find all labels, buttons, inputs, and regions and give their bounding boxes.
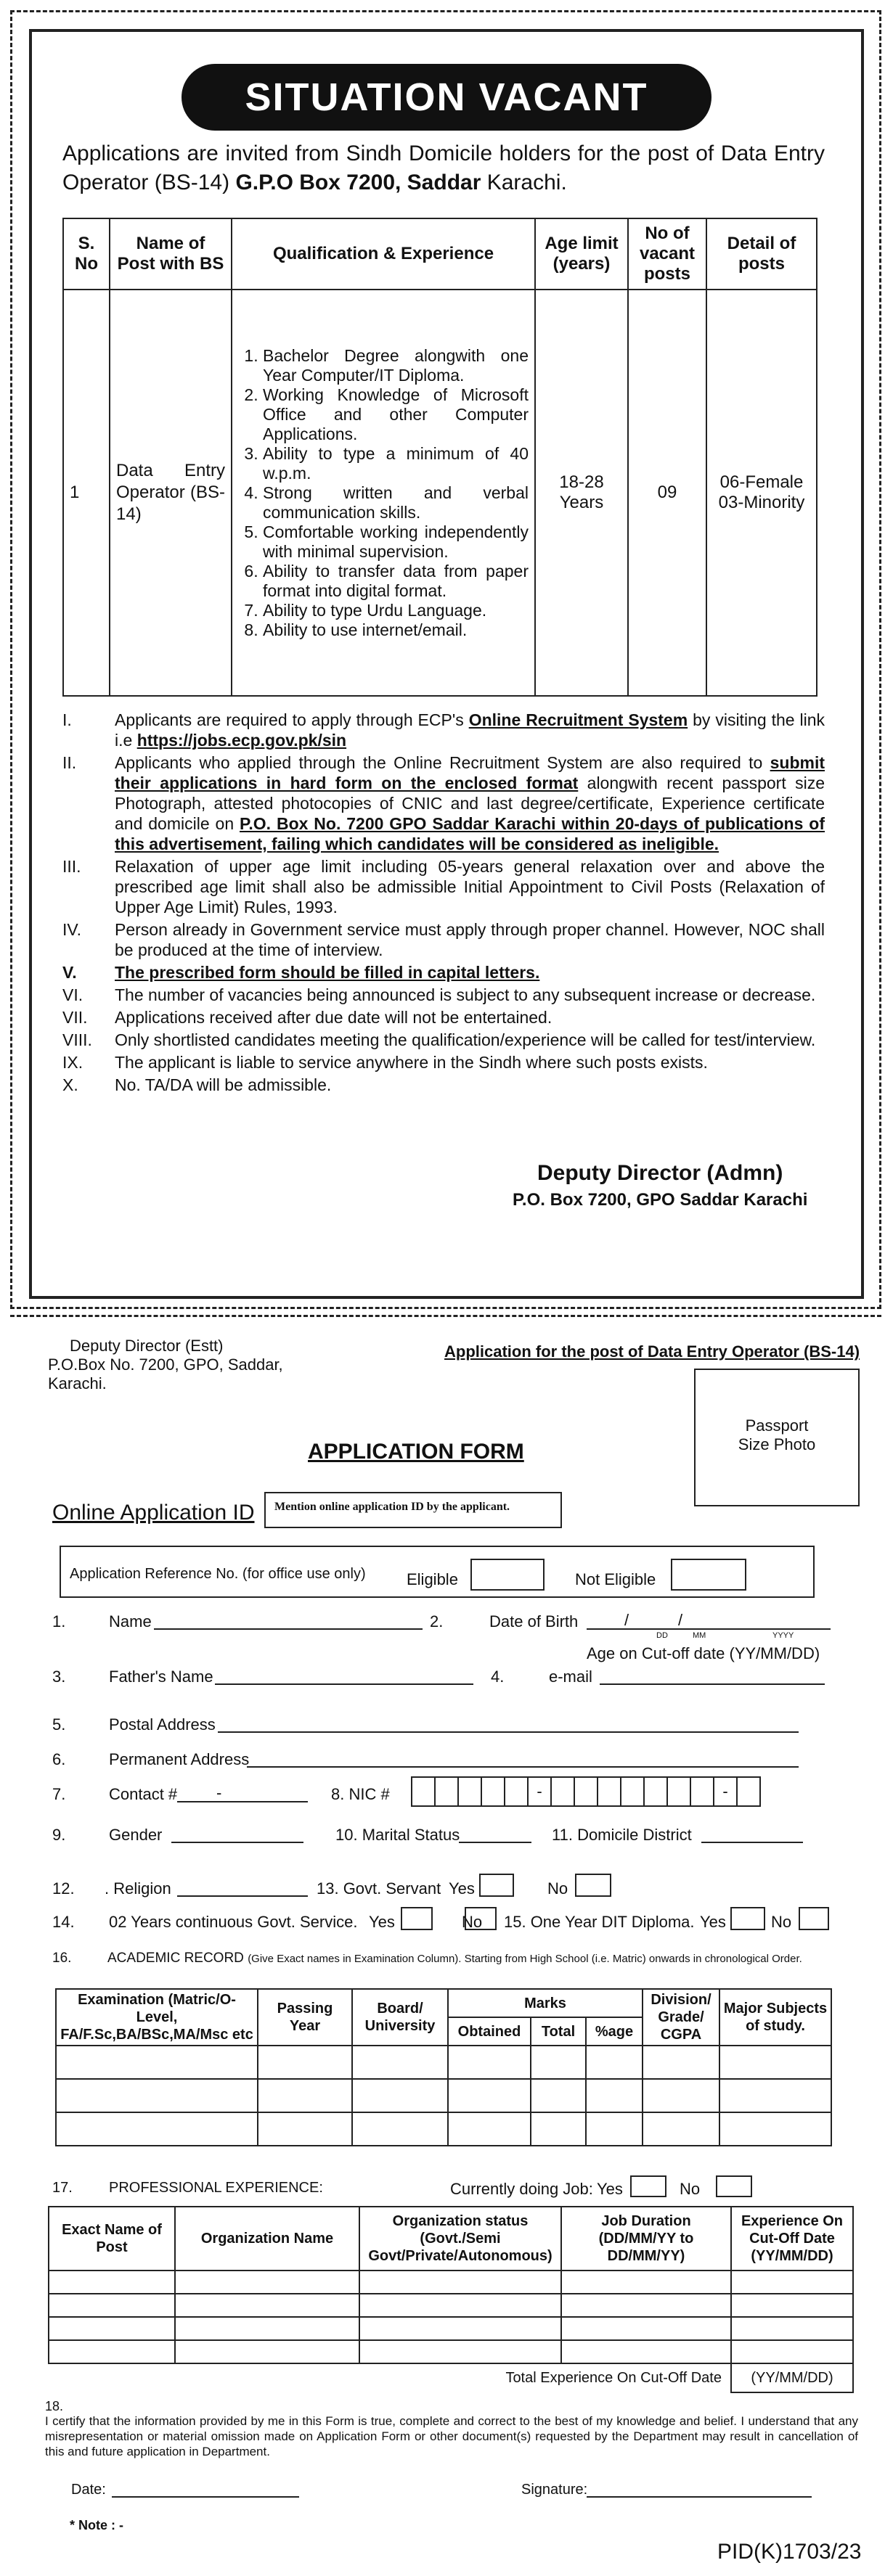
table-cell[interactable] bbox=[49, 2317, 175, 2340]
table-cell[interactable] bbox=[731, 2340, 853, 2363]
intro-text: Applications are invited from Sindh Domicile holders for the post of Data Entry Operator (BS-14) bbox=[62, 141, 825, 194]
table-row[interactable] bbox=[56, 2046, 831, 2079]
note-label: * Note : - bbox=[70, 2518, 123, 2532]
table-row[interactable] bbox=[49, 2271, 853, 2294]
table-cell[interactable] bbox=[561, 2317, 731, 2340]
academic-table bbox=[55, 1988, 832, 2146]
nic-boxes[interactable] bbox=[411, 1776, 759, 1807]
table-cell[interactable] bbox=[586, 2112, 643, 2146]
age-cutoff-label: Age on Cut-off date (YY/MM/DD) bbox=[587, 1644, 820, 1662]
banner-title: SITUATION VACANT bbox=[182, 64, 711, 131]
table-cell[interactable] bbox=[359, 2340, 561, 2363]
table-cell[interactable] bbox=[719, 2112, 831, 2146]
gender-label: Gender bbox=[109, 1826, 163, 1844]
table-cell[interactable] bbox=[719, 2046, 831, 2079]
table-cell[interactable] bbox=[359, 2271, 561, 2294]
addressee-line-1: Deputy Director (Estt) bbox=[70, 1337, 224, 1355]
table-cell[interactable] bbox=[731, 2271, 853, 2294]
intro-city: Karachi. bbox=[486, 171, 567, 194]
table-cell[interactable] bbox=[49, 2340, 175, 2363]
table-cell[interactable] bbox=[56, 2046, 258, 2079]
header-vacant: No of vacant posts bbox=[628, 218, 706, 290]
postal-address-field[interactable] bbox=[218, 1731, 799, 1733]
vacancy-row bbox=[63, 290, 817, 696]
dit-diploma-label: 15. One Year DIT Diploma. bbox=[504, 1913, 695, 1931]
signatory-address: P.O. Box 7200, GPO Saddar Karachi bbox=[513, 1190, 808, 1210]
instruction-text: The number of vacancies being announced is subject to any subsequent increase or decrease. bbox=[115, 985, 816, 1004]
total-experience-format[interactable]: (YY/MM/DD) bbox=[731, 2363, 853, 2392]
field-number: 7. bbox=[52, 1785, 66, 1803]
nic-digit-box[interactable] bbox=[690, 1776, 714, 1807]
nic-digit-box[interactable] bbox=[574, 1776, 598, 1807]
instruction-item bbox=[62, 962, 825, 983]
instruction-item bbox=[62, 919, 825, 960]
form-post-heading: Application for the post of Data Entry Operator (BS-14) bbox=[444, 1342, 860, 1361]
cell-vacant: 09 bbox=[628, 290, 706, 696]
nic-digit-box[interactable] bbox=[504, 1776, 529, 1807]
instruction-part: Applicants are required to apply through ECP's bbox=[115, 710, 469, 729]
nic-dash-box: - bbox=[527, 1776, 552, 1807]
table-cell[interactable] bbox=[586, 2046, 643, 2079]
instruction-item bbox=[62, 985, 825, 1005]
father-name-label: Father's Name bbox=[109, 1668, 213, 1686]
vacancy-header-row bbox=[63, 218, 817, 290]
table-cell[interactable] bbox=[561, 2340, 731, 2363]
table-cell[interactable] bbox=[258, 2079, 352, 2112]
dob-field[interactable] bbox=[587, 1628, 831, 1630]
academic-header-row bbox=[56, 1989, 831, 2017]
qualification-item: 3. Ability to type a minimum of 40 w.p.m. bbox=[263, 444, 529, 483]
instruction-text: The applicant is liable to service anywhere in the Sindh where such posts exists. bbox=[115, 1053, 708, 1072]
dob-hint-mm: MM bbox=[693, 1631, 706, 1640]
signatory-title: Deputy Director (Admn) bbox=[537, 1161, 783, 1185]
instruction-emphasis: Online Recruitment System bbox=[468, 710, 688, 729]
instruction-text: Only shortlisted candidates meeting the qualification/experience will be called for test/interview. bbox=[115, 1030, 816, 1049]
govt-service-yes-box[interactable] bbox=[401, 1907, 433, 1930]
table-row[interactable] bbox=[56, 2079, 831, 2112]
field-number: 18. bbox=[45, 2399, 64, 2413]
header-total: Total bbox=[531, 2017, 586, 2046]
govt-service-yes-label: Yes bbox=[369, 1913, 395, 1931]
marital-status-field[interactable] bbox=[459, 1842, 531, 1843]
header-organization: Organization Name bbox=[175, 2207, 359, 2271]
table-cell[interactable] bbox=[531, 2046, 586, 2079]
instruction-number: V. bbox=[62, 963, 77, 982]
header-subjects: Major Subjects of study. bbox=[719, 1989, 831, 2046]
table-cell[interactable] bbox=[643, 2046, 719, 2079]
permanent-address-label: Permanent Address bbox=[109, 1750, 250, 1768]
table-cell[interactable] bbox=[643, 2079, 719, 2112]
instruction-part: alongwith recent passport size Photograph, attested photocopies of CNIC and last degree/certificate, Experience certificate and domicile on bbox=[115, 774, 825, 833]
table-cell[interactable] bbox=[49, 2294, 175, 2317]
nic-dash-box: - bbox=[713, 1776, 738, 1807]
detail-female: 06-Female bbox=[719, 472, 804, 492]
experience-table bbox=[48, 2206, 854, 2393]
experience-header-row bbox=[49, 2207, 853, 2271]
instruction-emphasis: submit their applications in hard form on the enclosed format bbox=[115, 753, 825, 792]
father-name-field[interactable] bbox=[215, 1683, 473, 1685]
field-number: 17. bbox=[52, 2180, 73, 2196]
date-field[interactable] bbox=[112, 2496, 299, 2498]
table-cell[interactable] bbox=[175, 2294, 359, 2317]
header-sno: S. No bbox=[63, 218, 110, 290]
academic-record-instruction: (Give Exact names in Examination Column). Starting from High School (i.e. Matric) onwards in chronological Order. bbox=[248, 1953, 802, 1965]
contact-dash: - bbox=[216, 1784, 222, 1802]
instruction-emphasis: P.O. Box No. 7200 GPO Saddar Karachi within 20-days of publications of this advertisement, failing which candidates will be considered as ineligible. bbox=[115, 814, 825, 853]
instruction-number: VIII. bbox=[62, 1030, 92, 1049]
nic-digit-box[interactable] bbox=[666, 1776, 691, 1807]
table-row[interactable] bbox=[49, 2317, 853, 2340]
instruction-item bbox=[62, 752, 825, 854]
professional-experience-label: PROFESSIONAL EXPERIENCE: bbox=[109, 2180, 323, 2196]
table-cell[interactable] bbox=[352, 2079, 448, 2112]
qualification-item: 7. Ability to type Urdu Language. bbox=[263, 601, 529, 620]
religion-label: . Religion bbox=[105, 1879, 171, 1898]
total-experience-row bbox=[49, 2363, 853, 2392]
domicile-field[interactable] bbox=[701, 1842, 803, 1843]
nic-digit-box[interactable] bbox=[481, 1776, 505, 1807]
dit-no-label: No bbox=[771, 1913, 792, 1931]
table-cell[interactable] bbox=[643, 2112, 719, 2146]
instruction-part: Applicants who applied through the Online Recruitment System are also required to bbox=[115, 753, 770, 772]
instruction-number: IV. bbox=[62, 920, 82, 939]
dit-yes-box[interactable] bbox=[730, 1907, 765, 1930]
domicile-label: 11. Domicile District bbox=[552, 1826, 692, 1844]
cell-post: Data Entry Operator (BS-14) bbox=[110, 290, 232, 696]
instruction-text: No. TA/DA will be admissible. bbox=[115, 1075, 332, 1094]
nic-digit-box[interactable] bbox=[457, 1776, 482, 1807]
govt-servant-no-label: No bbox=[547, 1879, 568, 1898]
table-cell[interactable] bbox=[258, 2046, 352, 2079]
instruction-number: II. bbox=[62, 753, 77, 772]
header-board: Board/ University bbox=[352, 1989, 448, 2046]
email-field[interactable] bbox=[600, 1683, 825, 1685]
instruction-item bbox=[62, 1075, 825, 1095]
dob-separator: / bbox=[624, 1611, 629, 1629]
table-cell[interactable] bbox=[531, 2112, 586, 2146]
instruction-item bbox=[62, 856, 825, 917]
header-percentage: %age bbox=[586, 2017, 643, 2046]
instruction-text: Relaxation of upper age limit including 05-years general relaxation over and above the prescribed age limit shall also be admissible Initial Appointment to Civil Posts (Relaxation of Upper Age Limit) Rules, 1993. bbox=[115, 857, 825, 916]
cell-qualifications bbox=[232, 290, 535, 696]
current-job-yes-label: Yes bbox=[597, 2180, 623, 2198]
header-post: Name of Post with BS bbox=[110, 218, 232, 290]
current-job-yes-box[interactable] bbox=[630, 2175, 666, 2197]
dob-separator: / bbox=[678, 1611, 683, 1629]
online-id-label: Online Application ID bbox=[52, 1501, 255, 1525]
declaration-text: I certify that the information provided by me in this Form is true, complete and correct to the best of my knowledge and belief. I understand that any misrepresentation or material omission made on Application Form or other document(s) requested by the Department may result in cancellation of this and future application in Department. bbox=[45, 2414, 858, 2458]
postal-address-label: Postal Address bbox=[109, 1715, 216, 1734]
advert-intro bbox=[62, 139, 825, 197]
signature-label: Signature: bbox=[521, 2482, 588, 2498]
nic-digit-box[interactable] bbox=[620, 1776, 645, 1807]
qualification-item: 8. Ability to use internet/email. bbox=[263, 620, 529, 640]
cell-sno: 1 bbox=[63, 290, 110, 696]
header-qualification: Qualification & Experience bbox=[232, 218, 535, 290]
instruction-number: X. bbox=[62, 1075, 78, 1094]
not-eligible-label: Not Eligible bbox=[575, 1570, 656, 1588]
header-passing-year: Passing Year bbox=[258, 1989, 352, 2046]
instruction-number: I. bbox=[62, 710, 72, 729]
nic-digit-box[interactable] bbox=[643, 1776, 668, 1807]
field-number: 2. bbox=[430, 1612, 444, 1630]
table-cell[interactable] bbox=[731, 2294, 853, 2317]
instruction-number: VI. bbox=[62, 985, 83, 1004]
permanent-address-field[interactable] bbox=[247, 1766, 799, 1768]
current-job-no-label: No bbox=[680, 2180, 701, 2198]
nic-digit-box[interactable] bbox=[434, 1776, 459, 1807]
govt-servant-label: 13. Govt. Servant bbox=[317, 1879, 441, 1898]
religion-field[interactable] bbox=[177, 1895, 308, 1897]
instruction-text: Applications received after due date will not be entertained. bbox=[115, 1008, 552, 1027]
govt-service-label: 02 Years continuous Govt. Service. bbox=[109, 1913, 358, 1931]
header-experience-cutoff: Experience On Cut-Off Date (YY/MM/DD) bbox=[731, 2207, 853, 2271]
recruitment-link[interactable]: https://jobs.ecp.gov.pk/sin bbox=[136, 731, 347, 750]
signature-field[interactable] bbox=[587, 2496, 812, 2498]
qualification-item: 5. Comfortable working independently with minimal supervision. bbox=[263, 522, 529, 562]
table-cell[interactable] bbox=[731, 2317, 853, 2340]
header-obtained: Obtained bbox=[448, 2017, 531, 2046]
table-row[interactable] bbox=[49, 2294, 853, 2317]
currently-doing-job-label: Currently doing Job: bbox=[450, 2180, 593, 2198]
cut-line bbox=[10, 1315, 881, 1317]
table-cell[interactable] bbox=[352, 2112, 448, 2146]
detail-minority: 03-Minority bbox=[718, 493, 805, 512]
table-cell[interactable] bbox=[352, 2046, 448, 2079]
instruction-list bbox=[62, 710, 825, 1097]
contact-field[interactable] bbox=[177, 1801, 308, 1802]
nic-digit-box[interactable] bbox=[736, 1776, 761, 1807]
intro-address: G.P.O Box 7200, Saddar bbox=[235, 171, 481, 194]
field-number: 1. bbox=[52, 1612, 66, 1630]
name-field[interactable] bbox=[154, 1628, 423, 1630]
header-post-name: Exact Name of Post bbox=[49, 2207, 175, 2271]
field-number: 14. bbox=[52, 1913, 75, 1931]
table-cell[interactable] bbox=[448, 2079, 531, 2112]
email-label: e-mail bbox=[549, 1668, 592, 1686]
field-number: 5. bbox=[52, 1715, 66, 1734]
contact-label: Contact # bbox=[109, 1785, 178, 1803]
table-cell[interactable] bbox=[175, 2340, 359, 2363]
table-cell[interactable] bbox=[561, 2271, 731, 2294]
instruction-text: The prescribed form should be filled in capital letters. bbox=[115, 963, 540, 982]
instruction-item bbox=[62, 710, 825, 750]
header-organization-status: Organization status (Govt./Semi Govt/Private/Autonomous) bbox=[359, 2207, 561, 2271]
instruction-item bbox=[62, 1030, 825, 1050]
instruction-text bbox=[115, 752, 825, 854]
govt-servant-yes-box[interactable] bbox=[479, 1874, 514, 1897]
header-division: Division/ Grade/ CGPA bbox=[643, 1989, 719, 2046]
table-cell[interactable] bbox=[258, 2112, 352, 2146]
name-label: Name bbox=[109, 1612, 152, 1630]
academic-record-heading bbox=[107, 1951, 833, 1966]
nic-digit-box[interactable] bbox=[550, 1776, 575, 1807]
date-label: Date: bbox=[71, 2482, 106, 2498]
dob-hint-dd: DD bbox=[656, 1631, 668, 1640]
dit-no-box[interactable] bbox=[799, 1907, 829, 1930]
publication-id: PID(K)1703/23 bbox=[717, 2540, 862, 2564]
not-eligible-box[interactable] bbox=[671, 1559, 746, 1591]
photo-label-2: Size Photo bbox=[738, 1435, 816, 1453]
cell-detail bbox=[706, 290, 817, 696]
table-cell[interactable] bbox=[175, 2271, 359, 2294]
table-row[interactable] bbox=[49, 2340, 853, 2363]
nic-digit-box[interactable] bbox=[411, 1776, 436, 1807]
field-number: 3. bbox=[52, 1668, 66, 1686]
header-age: Age limit (years) bbox=[535, 218, 628, 290]
eligible-box[interactable] bbox=[470, 1559, 545, 1591]
govt-service-no-label: No bbox=[462, 1913, 483, 1931]
vacancy-table bbox=[62, 218, 817, 697]
table-cell[interactable] bbox=[531, 2079, 586, 2112]
field-number: 6. bbox=[52, 1750, 66, 1768]
table-cell[interactable] bbox=[719, 2079, 831, 2112]
govt-servant-yes-label: Yes bbox=[449, 1879, 475, 1898]
instruction-text: Person already in Government service must apply through proper channel. However, NOC shall be produced at the time of interview. bbox=[115, 920, 825, 959]
form-title: APPLICATION FORM bbox=[308, 1440, 524, 1464]
instruction-item bbox=[62, 1052, 825, 1072]
dob-hint-yyyy: YYYY bbox=[772, 1631, 794, 1640]
table-cell[interactable] bbox=[448, 2046, 531, 2079]
header-marks: Marks bbox=[448, 1989, 643, 2017]
dit-yes-label: Yes bbox=[700, 1913, 726, 1931]
qualification-item: 2. Working Knowledge of Microsoft Office and other Computer Applications. bbox=[263, 385, 529, 444]
table-cell[interactable] bbox=[561, 2294, 731, 2317]
field-number: 9. bbox=[52, 1826, 66, 1844]
table-cell[interactable] bbox=[56, 2112, 258, 2146]
instruction-number: III. bbox=[62, 857, 81, 876]
field-number: 4. bbox=[491, 1668, 505, 1686]
addressee-line-3: Karachi. bbox=[48, 1374, 107, 1392]
qualification-list bbox=[238, 346, 529, 640]
photo-label-1: Passport bbox=[745, 1416, 809, 1435]
nic-digit-box[interactable] bbox=[597, 1776, 621, 1807]
instruction-number: IX. bbox=[62, 1053, 83, 1072]
field-number: 16. bbox=[52, 1951, 72, 1966]
table-cell[interactable] bbox=[448, 2112, 531, 2146]
nic-label: 8. NIC # bbox=[331, 1785, 390, 1803]
qualification-item: 4. Strong written and verbal communication skills. bbox=[263, 483, 529, 522]
table-cell[interactable] bbox=[359, 2294, 561, 2317]
table-cell[interactable] bbox=[359, 2317, 561, 2340]
instruction-item bbox=[62, 1007, 825, 1027]
table-cell[interactable] bbox=[56, 2079, 258, 2112]
instruction-text bbox=[115, 710, 825, 750]
field-number: 12. bbox=[52, 1879, 75, 1898]
table-cell[interactable] bbox=[586, 2079, 643, 2112]
current-job-no-box[interactable] bbox=[716, 2175, 752, 2197]
eligible-label: Eligible bbox=[407, 1570, 458, 1588]
header-job-duration: Job Duration (DD/MM/YY to DD/MM/YY) bbox=[561, 2207, 731, 2271]
table-cell[interactable] bbox=[175, 2317, 359, 2340]
instruction-part: by visiting the link i.e bbox=[115, 710, 825, 750]
header-examination: Examination (Matric/O-Level, FA/F.Sc,BA/BSc,MA/Msc etc bbox=[56, 1989, 258, 2046]
qualification-item: 1. Bachelor Degree alongwith one Year Computer/IT Diploma. bbox=[263, 346, 529, 385]
govt-servant-no-box[interactable] bbox=[575, 1874, 611, 1897]
marital-status-label: 10. Marital Status bbox=[335, 1826, 460, 1844]
gender-field[interactable] bbox=[171, 1842, 303, 1843]
academic-record-label: ACADEMIC RECORD bbox=[107, 1951, 244, 1966]
addressee-line-2: P.O.Box No. 7200, GPO, Saddar, bbox=[48, 1355, 283, 1374]
qualification-item: 6. Ability to transfer data from paper format into digital format. bbox=[263, 562, 529, 601]
govt-service-no-box[interactable] bbox=[465, 1907, 497, 1930]
online-id-hint: Mention online application ID by the applicant. bbox=[274, 1501, 510, 1513]
cell-age: 18-28 Years bbox=[535, 290, 628, 696]
table-cell[interactable] bbox=[49, 2271, 175, 2294]
reference-label: Application Reference No. (for office use only) bbox=[70, 1566, 366, 1582]
instruction-number: VII. bbox=[62, 1008, 88, 1027]
dob-label: Date of Birth bbox=[489, 1612, 579, 1630]
table-row[interactable] bbox=[56, 2112, 831, 2146]
header-detail: Detail of posts bbox=[706, 218, 817, 290]
total-experience-label: Total Experience On Cut-Off Date bbox=[49, 2363, 731, 2392]
